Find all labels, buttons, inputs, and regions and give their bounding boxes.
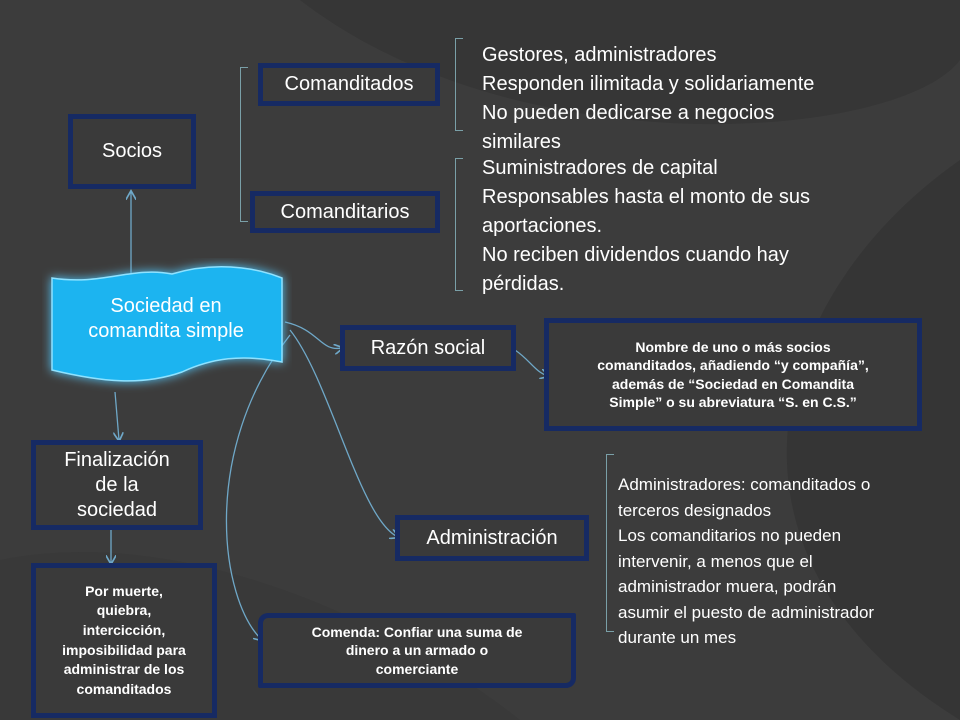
administracion-detail: durante un mes	[618, 628, 737, 647]
razon-social-label: Razón social	[370, 336, 486, 359]
razon-social-detail-line: Simple” o su abreviatura “S. en C.S.”	[609, 393, 857, 410]
comanditados-label: Comanditados	[284, 73, 414, 95]
comanditados-detail: similares	[482, 131, 561, 153]
center-node-label	[52, 294, 280, 344]
comanditarios-detail: pérdidas.	[482, 273, 565, 295]
comenda-text: dinero a un armado o	[345, 642, 489, 659]
administracion-detail: administrador muera, podrán	[618, 577, 837, 596]
comanditados-detail: Responden ilimitada y solidariamente	[482, 73, 815, 95]
comenda-text: comerciante	[375, 660, 459, 677]
finalizacion-detail-line: Por muerte,	[85, 582, 163, 599]
comanditarios-detail: Responsables hasta el monto de sus	[482, 186, 810, 208]
finalizacion-label-line: de la	[95, 473, 139, 496]
finalizacion-detail-line: comanditados	[76, 680, 172, 697]
razon-social-node	[340, 325, 516, 371]
finalizacion-label-line: Finalización	[64, 448, 170, 471]
finalizacion-detail-box	[31, 563, 217, 718]
socios-bracket	[240, 67, 241, 222]
administracion-detail: asumir el puesto de administrador	[618, 602, 875, 622]
comanditados-bracket	[455, 38, 456, 131]
comenda-box	[258, 613, 576, 688]
comanditados-detail: Gestores, administradores	[482, 44, 717, 66]
finalizacion-label-line: sociedad	[76, 498, 158, 521]
comanditarios-detail: aportaciones.	[482, 215, 603, 237]
administracion-detail: intervenir, a menos que el	[618, 551, 813, 571]
socios-node	[68, 114, 196, 189]
comanditarios-detail: Suministradores de capital	[482, 157, 718, 179]
center-label-line: Sociedad en	[110, 295, 222, 317]
finalizacion-node	[31, 440, 203, 530]
administracion-detail: Administradores: comanditados o	[618, 475, 871, 494]
finalizacion-detail-line: quiebra,	[96, 602, 152, 619]
finalizacion-detail-line: administrar de los	[63, 661, 185, 678]
center-label-line: comandita simple	[88, 320, 244, 342]
comanditarios-node	[250, 191, 440, 233]
administracion-detail: Los comanditarios no pueden	[618, 526, 842, 545]
comenda-term: Comenda:	[311, 624, 381, 641]
razon-social-detail-line: además de “Sociedad en Comandita	[612, 375, 854, 392]
administracion-bracket	[606, 454, 607, 632]
comanditados-details	[482, 41, 892, 157]
comanditarios-detail: No reciben dividendos cuando hay	[482, 244, 789, 266]
razon-social-detail-box	[544, 318, 922, 431]
socios-label: Socios	[101, 140, 163, 162]
administracion-details	[618, 472, 958, 651]
comanditarios-bracket	[455, 158, 456, 291]
comanditarios-details	[482, 154, 892, 299]
administracion-detail: terceros designados	[618, 500, 772, 520]
finalizacion-detail-line: imposibilidad para	[62, 641, 186, 658]
comanditados-node	[258, 63, 440, 106]
administracion-node	[395, 515, 589, 561]
razon-social-detail-line: Nombre de uno o más socios	[635, 339, 831, 356]
finalizacion-detail-line: intercicción,	[82, 621, 166, 638]
administracion-label: Administración	[426, 526, 558, 549]
comanditarios-label: Comanditarios	[280, 200, 410, 223]
comenda-text: Confiar una suma de	[380, 624, 523, 641]
razon-social-detail-line: comanditados, añadiendo “y compañía”,	[597, 357, 869, 374]
comanditados-detail: No pueden dedicarse a negocios	[482, 102, 775, 124]
